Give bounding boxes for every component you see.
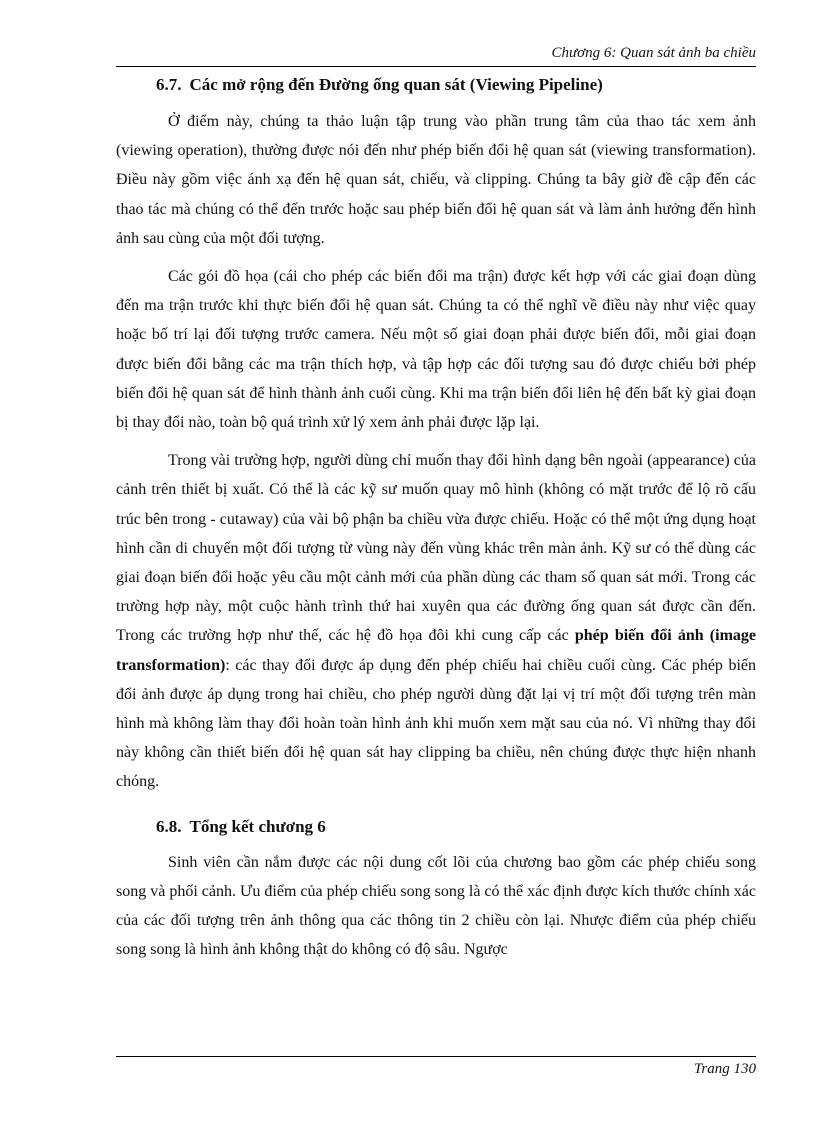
paragraph-text: : các thay đổi được áp dụng đến phép chiếu hai chiều cuối cùng. Các phép biến đổi ảnh được áp dụng trong hai chiều, cho phép người dùng đặt lại vị trí một đối tượng trên màn hình mà không làm thay đổi hoàn toàn hình ảnh khi muốn xem mặt sau của nó. Vì những thay đổi này không cần thiết biến đổi hệ quan sát hay clipping ba chiều, nên chúng được thực hiện nhanh chóng. (116, 656, 756, 791)
running-header: Chương 6: Quan sát ảnh ba chiều (551, 45, 756, 61)
section-title: Tổng kết chương 6 (189, 816, 326, 836)
paragraph-6-7-1: Ở điểm này, chúng ta thảo luận tập trung vào phần trung tâm của thao tác xem ảnh (viewing operation), thường được nói đến như phép biến đổi hệ quan sát (viewing transformation). Điều này gồm việc ánh xạ đến hệ quan sát, chiếu, và clipping. Chúng ta bây giờ đề cập đến các thao tác mà chúng có thể đến trước hoặc sau phép biến đổi hệ quan sát và làm ảnh hưởng đến hình ảnh sau cùng của một đối tượng. (116, 113, 756, 247)
section-heading-6-8 (116, 815, 756, 839)
paragraph-6-7-2: Các gói đồ họa (cái cho phép các biến đổi ma trận) được kết hợp với các giai đoạn dùng đến ma trận trước khi thực biến đổi hệ quan sát. Chúng ta có thể nghĩ về điều này như việc quay hoặc bố trí lại đối tượng trước camera. Nếu một số giai đoạn phải được biến đổi, mỗi giai đoạn được biến đổi bằng các ma trận thích hợp, và tập hợp các đối tượng sau đó được chiếu bởi phép biến đổi hệ quan sát để hình thành ảnh cuối cùng. Khi ma trận biến đổi liên hệ đến bất kỳ giai đoạn bị thay đổi nào, toàn bộ quá trình xử lý xem ảnh phải được lặp lại. (116, 268, 756, 432)
section-number: 6.7. (156, 75, 182, 94)
section-title: Các mở rộng đến Đường ống quan sát (Viewing Pipeline) (189, 75, 603, 94)
paragraph-6-8-1: Sinh viên cần nắm được các nội dung cốt lõi của chương bao gồm các phép chiếu song song và phối cảnh. Ưu điểm của phép chiếu song song là có thể xác định được kích thước chính xác của các đối tượng trên ảnh thông qua các thông tin 2 chiều còn lại. Nhược điểm của phép chiếu song song là hình ảnh không thật do không có độ sâu. Ngược (116, 853, 756, 959)
section-number: 6.8. (156, 816, 182, 836)
section-heading-6-7 (116, 73, 756, 97)
footer-divider (116, 1056, 756, 1057)
header-divider (116, 66, 756, 67)
page-number: Trang 130 (693, 1061, 756, 1077)
paragraph-6-7-3 (116, 446, 756, 796)
page-content (116, 73, 756, 964)
paragraph-text: Trong vài trường hợp, người dùng chỉ muốn thay đổi hình dạng bên ngoài (appearance) của cảnh trên thiết bị xuất. Có thể là các kỹ sư muốn quay mô hình (không có mặt trước để lộ rõ cấu trúc bên trong - cutaway) của vài bộ phận ba chiều vừa được chiếu. Hoặc có thể một ứng dụng hoạt hình cần di chuyển một đối tượng từ vùng này đến vùng khác trên màn ảnh. Kỹ sư có thể dùng các giai đoạn biến đổi hoặc yêu cầu một cảnh mới của phần dùng các tham số quan sát mới. Trong các trường hợp này, một cuộc hành trình thứ hai xuyên qua các đường ống quan sát được cần đến. Trong các trường hợp như thế, các hệ đồ họa đôi khi cung cấp các (116, 452, 756, 645)
bold-term-image-transformation: phép biến đổi ảnh (image transformation) (116, 627, 757, 674)
